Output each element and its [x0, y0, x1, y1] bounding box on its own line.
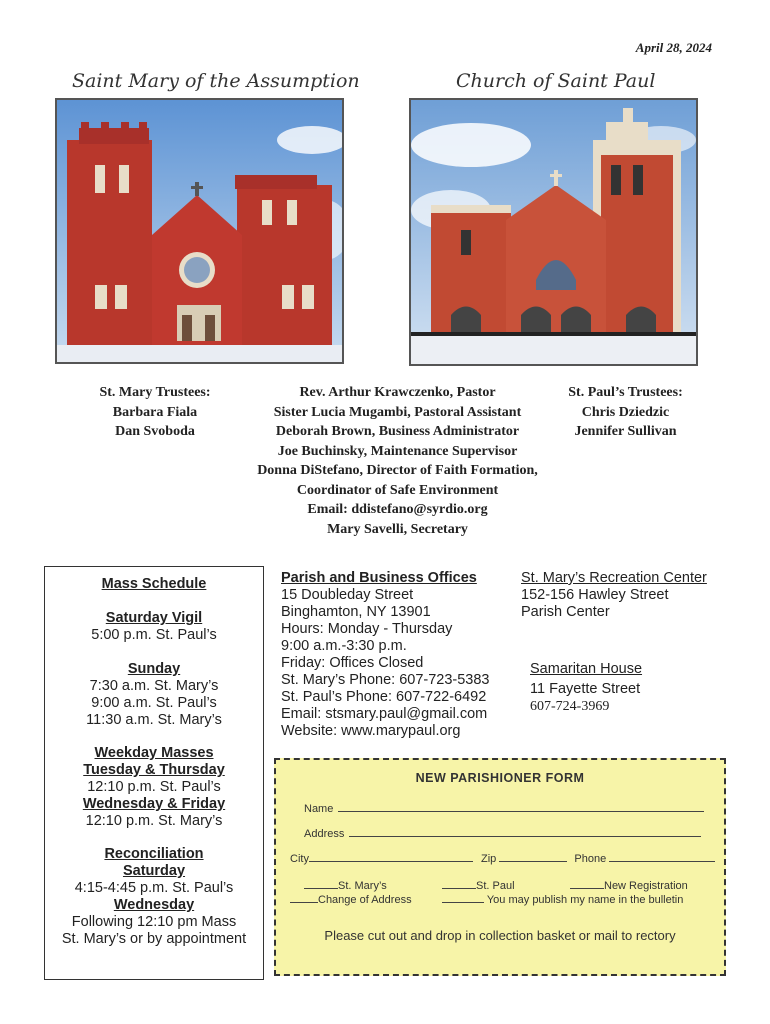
opt-st-paul[interactable]	[442, 878, 515, 892]
recreation-center-heading: St. Mary’s Recreation Center	[521, 570, 707, 586]
recon-saturday-heading: Saturday	[122, 863, 186, 879]
office-line: St. Mary’s Phone: 607-723-5383	[281, 672, 490, 688]
mass-schedule-title: Mass Schedule	[101, 576, 207, 592]
change-address-checkbox-line[interactable]	[290, 892, 318, 903]
reconciliation-heading: Reconciliation	[104, 846, 204, 862]
wed-fri-time: 12:10 p.m. St. Mary’s	[85, 813, 223, 829]
mass-schedule-box	[44, 566, 264, 980]
st-paul-trustees	[538, 383, 713, 442]
st-paul-trustees-heading: St. Paul’s Trustees:	[568, 385, 683, 400]
opt-publish[interactable]	[442, 892, 683, 906]
st-paul-trustee: Chris Dziedzic	[581, 404, 670, 420]
zip-label: Zip	[481, 853, 497, 865]
samaritan-house	[530, 661, 730, 715]
weekday-heading: Weekday Masses	[94, 745, 214, 761]
tue-thu-time: 12:10 p.m. St. Paul’s	[87, 779, 221, 795]
staff-line: Joe Buchinsky, Maintenance Supervisor	[277, 443, 518, 459]
office-line: Friday: Offices Closed	[281, 655, 424, 671]
address-field[interactable]	[349, 826, 701, 837]
staff-line: Sister Lucia Mugambi, Pastoral Assistant	[273, 404, 522, 420]
opt-change-address-label: Change of Address	[318, 894, 412, 906]
opt-st-marys[interactable]	[304, 878, 387, 892]
wed-fri-heading: Wednesday & Friday	[82, 796, 226, 812]
recreation-center	[521, 570, 731, 621]
st-marys-checkbox-line[interactable]	[304, 878, 338, 889]
tue-thu-heading: Tuesday & Thursday	[83, 762, 225, 778]
office-website[interactable]: Website: www.marypaul.org	[281, 723, 461, 739]
opt-st-paul-label: St. Paul	[476, 880, 515, 892]
staff-line: Rev. Arthur Krawczenko, Pastor	[299, 385, 496, 400]
zip-field[interactable]	[499, 851, 567, 862]
address-label: Address	[304, 828, 345, 840]
form-instructions: Please cut out and drop in collection basket or mail to rectory	[324, 928, 676, 943]
staff-line: Coordinator of Safe Environment	[296, 482, 499, 498]
sunday-time: 9:00 a.m. St. Paul’s	[91, 695, 217, 711]
samaritan-heading: Samaritan House	[530, 661, 643, 677]
city-field[interactable]	[309, 851, 473, 862]
office-line: Binghamton, NY 13901	[281, 604, 431, 620]
office-email[interactable]: Email: stsmary.paul@gmail.com	[281, 706, 488, 722]
publish-checkbox-line[interactable]	[442, 892, 484, 903]
form-address-row	[304, 826, 700, 840]
opt-st-marys-label: St. Mary’s	[338, 880, 387, 892]
city-label: City	[290, 853, 309, 865]
parish-staff-list	[235, 383, 560, 539]
st-paul-checkbox-line[interactable]	[442, 878, 476, 889]
recreation-line: 152-156 Hawley Street	[521, 587, 669, 603]
recreation-line: Parish Center	[521, 604, 610, 620]
new-registration-checkbox-line[interactable]	[570, 878, 604, 889]
phone-label: Phone	[574, 853, 607, 865]
opt-publish-label: You may publish my name in the bulletin	[486, 894, 684, 906]
recon-wednesday-heading: Wednesday	[113, 897, 195, 913]
office-line: 9:00 a.m.-3:30 p.m.	[281, 638, 407, 654]
office-line: St. Paul’s Phone: 607-722-6492	[281, 689, 487, 705]
st-paul-church-photo	[409, 98, 698, 366]
name-label: Name	[304, 803, 334, 815]
st-mary-trustee: Dan Svoboda	[115, 424, 195, 439]
st-mary-church-photo	[55, 98, 344, 364]
st-paul-title: Church of Saint Paul	[456, 70, 656, 92]
st-mary-trustees-heading: St. Mary Trustees:	[99, 385, 211, 400]
bulletin-date: April 28, 2024	[635, 40, 712, 55]
opt-new-registration[interactable]	[570, 878, 688, 892]
sunday-time: 11:30 a.m. St. Mary’s	[86, 712, 222, 728]
st-mary-trustees	[60, 383, 250, 442]
st-paul-trustee: Jennifer Sullivan	[574, 424, 677, 439]
office-line: Hours: Monday - Thursday	[281, 621, 453, 637]
form-title: NEW PARISHIONER FORM	[415, 771, 585, 785]
staff-line: Deborah Brown, Business Administrator	[275, 424, 520, 439]
opt-new-registration-label: New Registration	[604, 880, 688, 892]
name-field[interactable]	[338, 801, 704, 812]
staff-email[interactable]: Email: ddistefano@syrdio.org	[307, 502, 488, 517]
offices-heading: Parish and Business Offices	[281, 570, 477, 586]
saturday-vigil-time: 5:00 p.m. St. Paul’s	[91, 627, 217, 643]
parish-offices	[281, 570, 516, 740]
samaritan-phone: 607-724-3969	[530, 699, 610, 714]
sunday-time: 7:30 a.m. St. Mary’s	[89, 678, 219, 694]
phone-field[interactable]	[609, 851, 715, 862]
st-mary-trustee: Barbara Fiala	[112, 404, 198, 420]
recon-saturday-time: 4:15-4:45 p.m. St. Paul’s	[74, 880, 234, 896]
saturday-vigil-heading: Saturday Vigil	[105, 610, 203, 626]
office-line: 15 Doubleday Street	[281, 587, 414, 603]
opt-change-address[interactable]	[290, 892, 412, 906]
form-city-row	[290, 851, 714, 865]
staff-line: Mary Savelli, Secretary	[327, 521, 468, 537]
samaritan-address: 11 Fayette Street	[530, 681, 641, 697]
form-name-row	[304, 801, 700, 815]
staff-line: Donna DiStefano, Director of Faith Formation,	[257, 463, 538, 478]
new-parishioner-form	[274, 758, 726, 976]
sunday-heading: Sunday	[127, 661, 181, 677]
recon-wednesday-line: Following 12:10 pm Mass	[71, 914, 237, 930]
recon-wednesday-line: St. Mary’s or by appointment	[61, 931, 247, 947]
st-mary-title: Saint Mary of the Assumption	[72, 70, 360, 92]
